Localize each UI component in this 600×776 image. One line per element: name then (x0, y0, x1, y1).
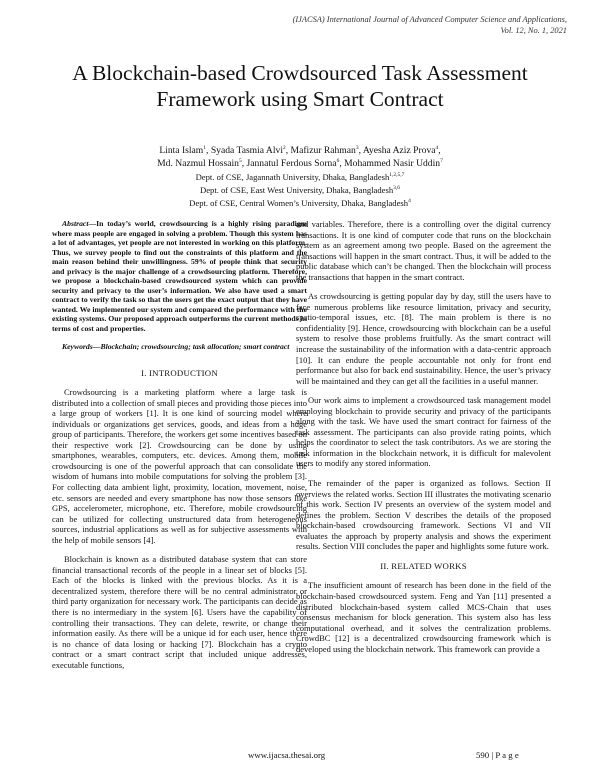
section-heading-related-works (296, 561, 551, 572)
right-column (296, 219, 551, 663)
author-name: Jannatul Ferdous Sorna (246, 157, 337, 169)
section-title-rest: NTRODUCTION (152, 367, 218, 378)
affiliation-sup: 4 (408, 198, 411, 205)
paragraph: Our work aims to implement a crowdsourced task management model employing blockchain to provide security and privacy of the participants along with the task. We have used the smart contract for fairness of the task assessment. The participants can also provide rating points, which helps the coordinator to select the task contributors. As we are storing the task information in the blockchain network, it is difficult for malevolent users to modify any stored information. (296, 395, 551, 469)
journal-header-line2: Vol. 12, No. 1, 2021 (500, 26, 567, 35)
affiliation-text: Dept. of CSE, Jagannath University, Dhaka, Bangladesh (195, 172, 390, 182)
author-sup: 7 (440, 157, 443, 164)
author-sup: 4 (435, 144, 439, 151)
page-footer (0, 750, 600, 764)
paragraph: and variables. Therefore, there is a controlling over the digital currency transactions. It is one kind of computer code that runs on the blockchain system as an agreement among two people. Based on the agreement the transactions will happen in the smart contract. Thus, it will be added to the public database which can’t be changed. Then the blockchain will process the transactions that happen in the smart contract. (296, 219, 551, 282)
affiliation-text: Dept. of CSE, East West University, Dhaka, Bangladesh (200, 185, 394, 195)
section-title-first: R (391, 560, 398, 571)
author-sep: , (241, 157, 247, 169)
author-name: Ayesha Aziz Prova (362, 145, 436, 156)
author-sup: 5 (238, 157, 242, 164)
affiliation-sup: 1,2,5,7 (389, 172, 405, 179)
author-sep: , (438, 145, 441, 156)
journal-header (147, 14, 567, 36)
paragraph: Crowdsourcing is a marketing platform where a large task is distributed into a collection of small pieces and providing those pieces into a large group of workers [1]. It is one kind of sourcing model where individuals or organizations get services, goods, and ideas from a huge group of participants. Therefore, the workers get some incentives based on their respective work [2]. Crowdsourcing can be done by using smartphones, wearables, computers, etc. devices. Among them, mobile crowdsourcing is one of the powerful approach that can consolidate the wisdom of humans into mobile computations for solving the problem [3]. For collecting data ambient light, proximity, location, movement, noise, etc. sensors are needed and every smartphone has now those sensors like GPS, accelerometer, microphone, etc. Therefore, mobile crowdsourcing can be utilized for collecting unstructured data from heterogeneous sources, industrial applications as well as for subjective assessments with the help of mobile sensors [4]. (52, 387, 307, 545)
abstract-text: —In today’s world, crowdsourcing is a highly rising paradigm where mass people are engaged in solving a problem. Though this system has a lot of advantages, yet people are not interested in working on this platform. Thus, we survey people to find out the constraints of this platform and the main reason behind their unwillingness. 59% of people think that security and privacy is the major challenge of a crowdsourcing platform. Therefore, we propose a blockchain-based crowdsourced system which can provide security and privacy to the user’s information. We also have used a smart contract to verify the task so that the users get the exact output that they have wanted. We implemented our system and compared the performance with the existing systems. Our proposed approach outperforms the current methods in terms of cost and properties. (52, 219, 307, 333)
paragraph: The remainder of the paper is organized as follows. Section II overviews the related works. Section III illustrates the motivating scenario of this work. Section IV presents an overview of the system model and defines the problem. Section V describes the details of the proposed blockchain-based crowdsourcing framework. Sections VI and VII evaluates the approach by property analysis and shows the experiment results. Section VIII concludes the paper and highlights some future work. (296, 478, 551, 552)
author-name: Md. Nazmul Hossain (157, 157, 239, 169)
section-title-rest: ELATED (397, 560, 432, 571)
section-title-first: W (434, 560, 443, 571)
affiliation (60, 171, 540, 183)
journal-header-line1: (IJACSA) International Journal of Advanced Computer Science and Applications, (292, 15, 567, 24)
affiliation (60, 184, 540, 196)
footer-url: www.ijacsa.thesai.org (248, 750, 326, 760)
section-heading-introduction (52, 368, 307, 379)
author-sup: 6 (336, 157, 340, 164)
affiliation (60, 197, 540, 209)
author-sup: 3 (355, 144, 359, 151)
abstract-label: Abstract (62, 219, 89, 228)
author-name: Mafizur Rahman (290, 145, 356, 156)
author-name: Linta Islam (159, 145, 204, 156)
author-sep: , (358, 145, 363, 156)
author-line-2 (40, 158, 560, 171)
author-name: Syada Tasmia Alvi (210, 145, 283, 156)
page-number: 590 | P a g e (476, 750, 519, 760)
paper-title-line1: A Blockchain-based Crowdsourced Task Assessment (72, 61, 528, 85)
keywords: Keywords—Blockchain; crowdsourcing; task allocation; smart contract (62, 342, 290, 351)
paragraph: The insufficient amount of research has been done in the field of the blockchain-based crowdsourced system. Feng and Yan [11] presented a distributed blockchain-based system called MCS-Chain that uses consensus mechanism for block generation. This system also has less computational overhead, and it solves the centralization problems. CrowdBC [12] is a decentralized crowdsourcing framework which is developed using the blockchain network. This framework can provide a (296, 580, 551, 654)
author-name: Mohammed Nasir Uddin (344, 157, 441, 169)
author-list (40, 145, 560, 171)
affiliation-text: Dept. of CSE, Central Women’s University, Dhaka, Bangladesh (189, 198, 409, 208)
section-number: II. (380, 560, 389, 571)
left-column (52, 219, 307, 679)
section-number: I. (141, 367, 147, 378)
section-title-first: I (149, 367, 153, 378)
author-sep: , (339, 157, 345, 169)
paper-title-line2: Framework using Smart Contract (156, 87, 444, 111)
paragraph: Blockchain is known as a distributed database system that can store financial transactional records of the people in a linear set of blocks [5]. Each of the blocks is linked with the previous blocks. As it is a decentralized system, therefore there will be no central administrator or third party organization for necessary work. The participants can decide as there is no intermediary in the system [6]. Users have the capability of controlling their transactions. They can delete, rewrite, or change their information easily. As there will be a unique id for each user, hence there is no chance of data losing or hacking [7]. Blockchain has a crypto contract or a smart contract script that included unique addresses, executable functions, (52, 554, 307, 670)
affiliation-sup: 3,6 (393, 185, 400, 192)
author-line-1 (40, 145, 560, 158)
author-sup: 1 (203, 144, 207, 151)
author-sup: 2 (283, 144, 286, 151)
paper-title (0, 60, 600, 112)
author-sep: , (206, 145, 211, 156)
section-title-rest: ORKS (442, 560, 467, 571)
author-sep: , (285, 145, 291, 156)
abstract (52, 219, 307, 333)
paragraph: As crowdsourcing is getting popular day by day, still the users have to face numerous problems like resource limitation, privacy and security, spatio-temporal issues, etc. [8]. The main problem is there is no confidentiality [9]. Hence, crowdsourcing with blockchain can be a useful system to resolve those problems fruitfully. As the smart contract will increase the sustainability of the information with a data-centric approach [10]. It can endure the people accountable not only for front end performance but also for back end sustainability. Hence, the user’s privacy will be maintained and they can get all the facilities in a useful manner. (296, 291, 551, 386)
